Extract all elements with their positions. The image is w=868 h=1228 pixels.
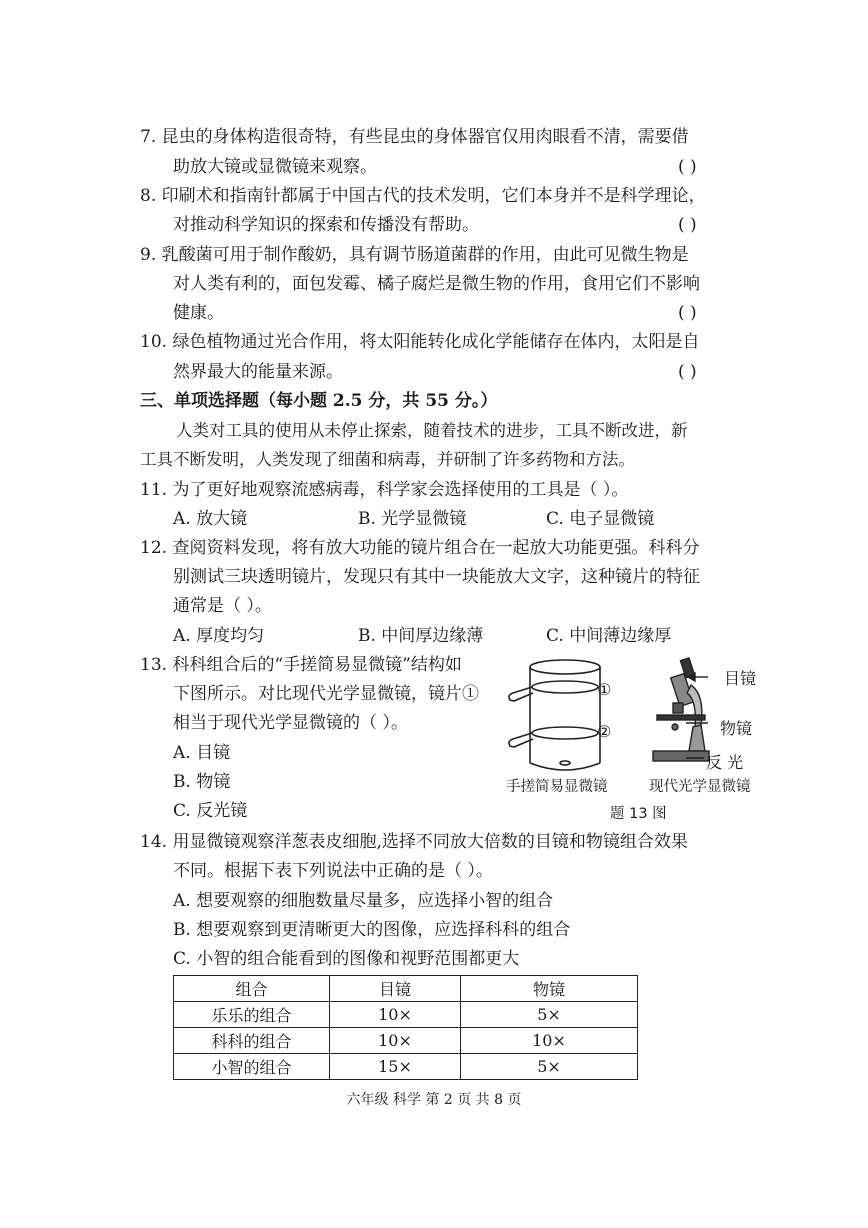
- table-header-row: [174, 976, 638, 1002]
- table-cell: 10×: [330, 1028, 461, 1054]
- q12-option-b: B. 中间厚边缘薄: [358, 626, 484, 646]
- q9-answer-blank: ( ): [678, 303, 697, 323]
- table-cell: 科科的组合: [174, 1028, 330, 1054]
- q9-line2: 对人类有利的，面包发霉、橘子腐烂是微生物的作用，食用它们不影响: [173, 274, 700, 294]
- q10-answer-blank: ( ): [678, 362, 697, 382]
- q13-option-a: A. 目镜: [173, 743, 231, 763]
- mirror-label: 反 光: [706, 753, 744, 772]
- q10-line1: 10. 绿色植物通过光合作用，将太阳能转化成化学能储存在体内，太阳是自: [140, 332, 700, 352]
- q12-option-a: A. 厚度均匀: [173, 626, 265, 646]
- table-cell: 10×: [330, 1002, 461, 1028]
- table-cell: 小智的组合: [174, 1054, 330, 1080]
- table-header: 物镜: [461, 976, 638, 1002]
- q11-stem: 11. 为了更好地观察流感病毒，科学家会选择使用的工具是（ ）。: [140, 480, 629, 500]
- objective-label: 物镜: [720, 719, 753, 738]
- section3-heading: 三、单项选择题（每小题 2.5 分，共 55 分。）: [140, 391, 498, 411]
- table-cell: 5×: [461, 1054, 638, 1080]
- lens-1-label: ①: [597, 680, 612, 699]
- q9-line1: 9. 乳酸菌可用于制作酸奶，具有调节肠道菌群的作用，由此可见微生物是: [140, 245, 689, 265]
- q13-line2: 下图所示。对比现代光学显微镜，镜片①: [173, 684, 479, 704]
- q12-line1: 12. 查阅资料发现，将有放大功能的镜片组合在一起放大功能更强。科科分: [140, 538, 700, 558]
- table-cell: 10×: [461, 1028, 638, 1054]
- table-header: 目镜: [330, 976, 461, 1002]
- q7-line1: 7. 昆虫的身体构造很奇特，有些昆虫的身体器官仅用肉眼看不清，需要借: [140, 127, 689, 147]
- q9-line3: 健康。: [173, 303, 224, 323]
- q14-option-a: A. 想要观察的细胞数量尽量多，应选择小智的组合: [173, 891, 554, 911]
- hand-made-microscope-caption: 手搓简易显微镜: [506, 779, 608, 795]
- hand-made-microscope-figure: [505, 655, 625, 775]
- table-header: 组合: [174, 976, 330, 1002]
- table-row: [174, 1028, 638, 1054]
- q8-answer-blank: ( ): [678, 215, 697, 235]
- table-cell: 乐乐的组合: [174, 1002, 330, 1028]
- q11-option-a: A. 放大镜: [173, 509, 248, 529]
- q14-line1: 14. 用显微镜观察洋葱表皮细胞,选择不同放大倍数的目镜和物镜组合效果: [140, 832, 688, 852]
- q13-line1: 13. 科科组合后的“手搓简易显微镜”结构如: [140, 655, 462, 675]
- table-row: [174, 1002, 638, 1028]
- q12-option-c: C. 中间薄边缘厚: [546, 626, 672, 646]
- q8-line1: 8. 印刷术和指南针都属于中国古代的技术发明，它们本身并不是科学理论，: [140, 186, 706, 206]
- q13-line3: 相当于现代光学显微镜的（ ）。: [173, 713, 408, 733]
- q11-option-c: C. 电子显微镜: [546, 509, 655, 529]
- q14-option-c: C. 小智的组合能看到的图像和视野范围都更大: [173, 949, 520, 969]
- eyepiece-label: 目镜: [724, 669, 757, 688]
- q14-option-b: B. 想要观察到更清晰更大的图像，应选择科科的组合: [173, 920, 571, 940]
- modern-microscope-caption: 现代光学显微镜: [649, 779, 751, 795]
- page-footer: 六年级 科学 第 2 页 共 8 页: [346, 1092, 522, 1108]
- figure-13-caption: 题 13 图: [610, 806, 667, 822]
- q11-option-b: B. 光学显微镜: [358, 509, 467, 529]
- q14-line2: 不同。根据下表下列说法中正确的是（ ）。: [173, 861, 493, 881]
- lens-2-label: ②: [597, 722, 612, 741]
- table-cell: 15×: [330, 1054, 461, 1080]
- q10-line2: 然界最大的能量来源。: [173, 362, 343, 382]
- section3-intro-line2: 工具不断发明，人类发现了细菌和病毒，并研制了许多药物和方法。: [140, 450, 635, 469]
- q13-option-b: B. 物镜: [173, 772, 231, 792]
- table-row: [174, 1054, 638, 1080]
- q13-option-c: C. 反光镜: [173, 801, 248, 821]
- section3-intro-line1: 人类对工具的使用从未停止探索，随着技术的进步，工具不断改进，新: [176, 421, 688, 440]
- table-cell: 5×: [461, 1002, 638, 1028]
- q12-line3: 通常是（ ）。: [173, 596, 272, 616]
- lens-combination-table: [173, 975, 638, 1080]
- q8-line2: 对推动科学知识的探索和传播没有帮助。: [173, 215, 479, 235]
- q12-line2: 别测试三块透明镜片，发现只有其中一块能放大文字，这种镜片的特征: [173, 567, 700, 587]
- q7-answer-blank: ( ): [678, 157, 697, 177]
- q7-line2: 助放大镜或显微镜来观察。: [173, 157, 377, 177]
